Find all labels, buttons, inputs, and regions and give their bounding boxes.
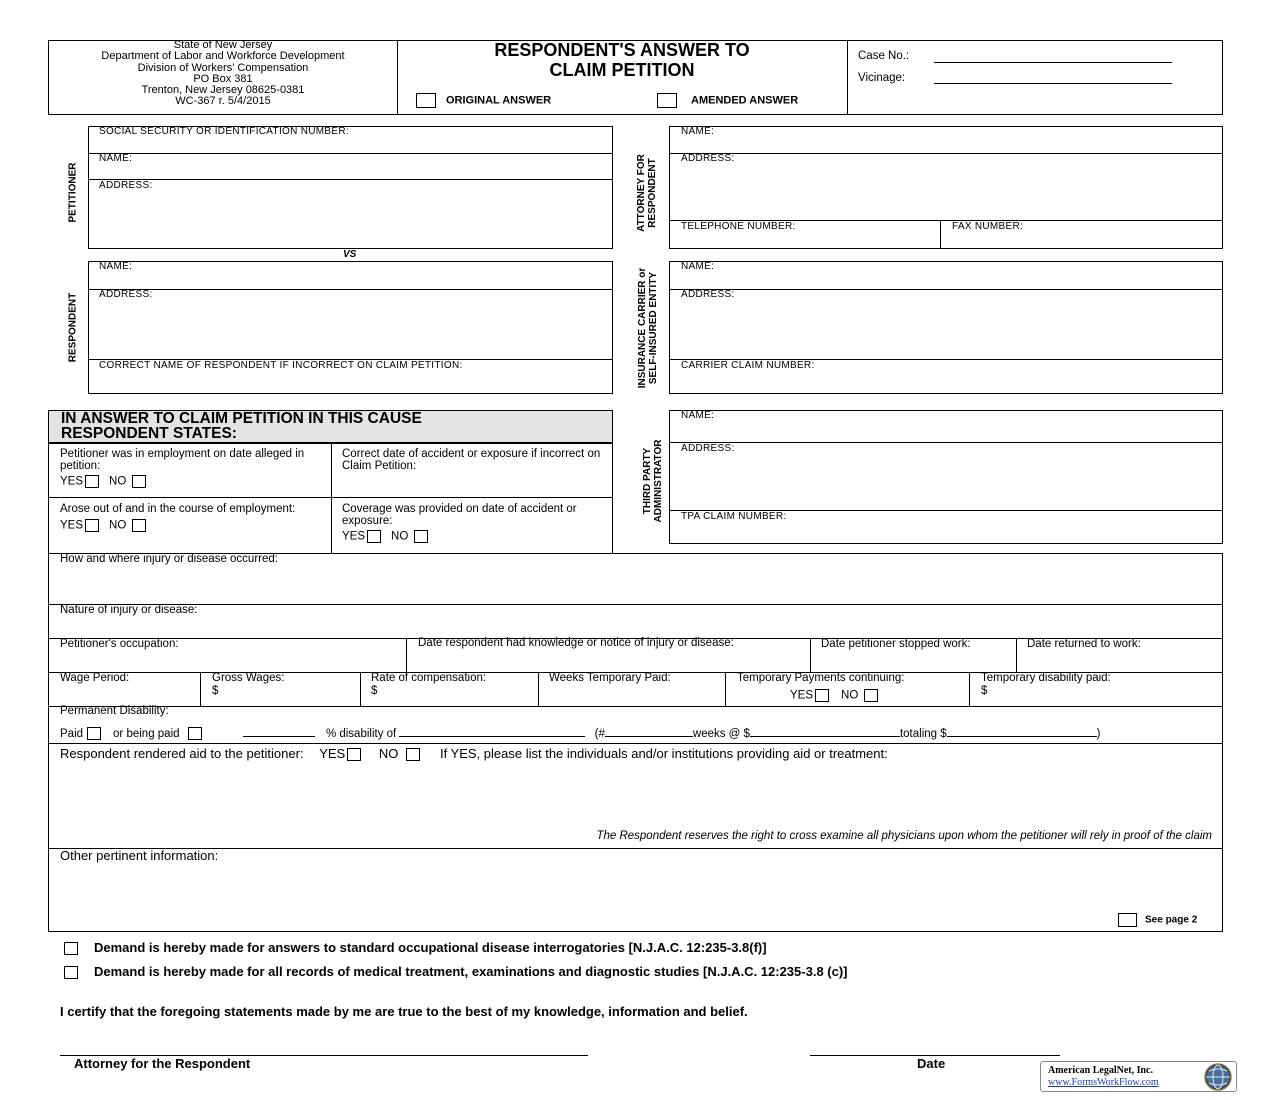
yes-label: YES: [342, 530, 366, 543]
attorney-signature-label: Attorney for the Respondent: [74, 1056, 251, 1071]
footer-company: American LegalNet, Inc.: [1048, 1065, 1153, 1076]
close-paren: ): [1096, 728, 1101, 740]
footer-url[interactable]: www.FormsWorkFlow.com: [1048, 1077, 1159, 1088]
q4-no-checkbox[interactable]: [414, 530, 428, 543]
weekly-rate-field[interactable]: [750, 726, 900, 737]
agency-line: Department of Labor and Workforce Development: [101, 50, 345, 63]
petitioner-ssn-field[interactable]: SOCIAL SECURITY OR IDENTIFICATION NUMBER:: [99, 126, 349, 137]
date-signature-label: Date: [917, 1056, 946, 1071]
weeks-temp-field[interactable]: Weeks Temporary Paid:: [549, 672, 671, 684]
demand-2-checkbox[interactable]: [64, 966, 78, 979]
answer-heading: [48, 410, 613, 443]
form-title: [398, 40, 846, 80]
demand-1-checkbox[interactable]: [64, 942, 78, 955]
aid-no-checkbox[interactable]: [406, 748, 420, 761]
q1-text: Petitioner was in employment on date alleged in petition:: [60, 448, 305, 472]
demand-2[interactable]: [62, 964, 848, 979]
agency-line: State of New Jersey: [173, 39, 273, 51]
no-label: NO: [109, 519, 127, 532]
q3-options: [60, 519, 322, 532]
dollar-sign: $: [981, 685, 988, 697]
temp-continuing-label: Temporary Payments continuing:: [737, 672, 905, 684]
reserve-note: The Respondent reserves the right to cross examine all physicians upon whom the petitioner will rely in proof of the claim: [596, 830, 1212, 842]
see-page-label: See page 2: [1145, 914, 1198, 926]
respondent-correct-name-field[interactable]: CORRECT NAME OF RESPONDENT IF INCORRECT ON CLAIM PETITION:: [99, 360, 463, 371]
tpa-address-field[interactable]: ADDRESS:: [681, 443, 735, 454]
see-page-checkbox[interactable]: [1118, 913, 1137, 927]
carrier-side-label: [637, 248, 659, 408]
temp-continuing-no-checkbox[interactable]: [864, 689, 878, 702]
no-label: NO: [378, 746, 399, 761]
attorney-fax-field[interactable]: FAX NUMBER:: [952, 221, 1024, 232]
footer-logo[interactable]: [1040, 1061, 1237, 1092]
original-answer-label: ORIGINAL ANSWER: [446, 94, 552, 107]
demand-2-text: Demand is hereby made for all records of medical treatment, examinations and diagnostic studies [N.J.A.C. 12:235-3.8 (c)]: [94, 964, 848, 979]
agency-line: PO Box 381: [193, 72, 253, 85]
agency-line: Trenton, New Jersey 08625-0381: [141, 84, 305, 97]
no-label: NO: [391, 530, 409, 543]
carrier-address-field[interactable]: ADDRESS:: [681, 289, 735, 300]
aid-yes-checkbox[interactable]: [347, 748, 361, 761]
paid-label: Paid: [60, 728, 84, 740]
yes-label: YES: [60, 475, 84, 488]
tpa-name-field[interactable]: NAME:: [681, 410, 715, 421]
hash-open: (#: [594, 728, 605, 740]
q3-no-checkbox[interactable]: [132, 519, 146, 532]
answer-heading-line-1: IN ANSWER TO CLAIM PETITION IN THIS CAUSE: [61, 410, 422, 427]
q2-text[interactable]: Correct date of accident or exposure if incorrect on Claim Petition:: [342, 448, 601, 472]
attorney-address-field[interactable]: ADDRESS:: [681, 153, 735, 164]
q1-yes-checkbox[interactable]: [85, 475, 99, 488]
aid-label: Respondent rendered aid to the petitioner:: [60, 746, 304, 761]
perm-disability-label: Permanent Disability:: [60, 705, 169, 717]
no-label: NO: [841, 689, 859, 702]
q3-text: Arose out of and in the course of employment:: [60, 503, 296, 515]
case-no-row: [858, 50, 909, 62]
original-answer-checkbox[interactable]: [416, 93, 436, 108]
gross-wages-field[interactable]: [212, 672, 284, 698]
amended-answer-checkbox[interactable]: [657, 93, 677, 108]
knowledge-date-field[interactable]: Date respondent had knowledge or notice of injury or disease:: [418, 637, 734, 649]
temp-disability-label: Temporary disability paid:: [981, 672, 1111, 684]
tpa-side-label: [642, 426, 664, 536]
totaling-label: totaling $: [899, 728, 947, 740]
weeks-count-field[interactable]: [605, 726, 693, 737]
demand-1[interactable]: [62, 940, 767, 955]
respondent-side-label: RESPONDENT: [67, 292, 79, 363]
demand-1-text: Demand is hereby made for answers to standard occupational disease interrogatories [N.J.A.C. 12:235-3.8(f)]: [94, 940, 767, 955]
being-paid-checkbox[interactable]: [188, 727, 202, 740]
temp-disability-field[interactable]: [981, 672, 1111, 698]
yes-label: YES: [60, 519, 84, 532]
paid-checkbox[interactable]: [87, 727, 101, 740]
petitioner-address-field[interactable]: ADDRESS:: [99, 180, 153, 191]
temp-continuing-field: [737, 672, 904, 703]
dollar-sign: $: [371, 685, 378, 697]
rate-comp-label: Rate of compensation:: [371, 672, 487, 684]
q3-yes-checkbox[interactable]: [85, 519, 99, 532]
nature-field[interactable]: Nature of injury or disease:: [60, 604, 198, 616]
form-number: WC-367 r. 5/4/2015: [175, 95, 271, 108]
total-field[interactable]: [947, 726, 1097, 737]
carrier-name-field[interactable]: NAME:: [681, 261, 715, 272]
q3-cell: [60, 504, 322, 532]
pct-field[interactable]: [243, 726, 315, 737]
respondent-box: [88, 261, 613, 394]
pct-disability-label: % disability of: [325, 728, 397, 740]
certify-statement: I certify that the foregoing statements made by me are true to the best of my knowledge, information and belief.: [60, 1004, 748, 1019]
yes-label: YES: [319, 746, 346, 761]
aid-row: [60, 746, 888, 761]
attorney-side-label-2: RESPONDENT: [647, 158, 658, 228]
amended-answer-label: AMENDED ANSWER: [691, 94, 799, 107]
weeks-at-label: weeks @ $: [692, 728, 750, 740]
tpa-side-label-1: THIRD PARTY: [642, 447, 653, 515]
temp-continuing-yes-checkbox[interactable]: [815, 689, 829, 702]
carrier-side-label-1: INSURANCE CARRIER or: [637, 267, 648, 389]
carrier-box: [669, 261, 1223, 394]
petitioner-box: [88, 126, 613, 249]
dollar-sign: $: [212, 685, 219, 697]
amended-answer-option[interactable]: [657, 93, 798, 108]
attorney-side-label: [636, 138, 658, 248]
q1-cell: [60, 449, 322, 488]
attorney-side-label-1: ATTORNEY FOR: [636, 154, 647, 232]
gross-wages-label: Gross Wages:: [212, 672, 285, 684]
disability-of-field[interactable]: [399, 726, 585, 737]
temp-continuing-options: [737, 689, 904, 703]
occupation-field[interactable]: Petitioner's occupation:: [60, 638, 179, 650]
q1-options: [60, 475, 322, 488]
q4-yes-checkbox[interactable]: [367, 530, 381, 543]
vicinage-row: [858, 72, 905, 84]
agency-line: Division of Workers' Compensation: [137, 61, 309, 74]
attorney-name-field[interactable]: NAME:: [681, 126, 715, 137]
tpa-side-label-2: ADMINISTRATOR: [653, 439, 664, 523]
attorney-phone-field[interactable]: TELEPHONE NUMBER:: [681, 221, 796, 232]
case-no-field[interactable]: [934, 62, 1172, 63]
no-label: NO: [109, 475, 127, 488]
wage-period-field[interactable]: Wage Period:: [60, 672, 130, 684]
vs-label: VS: [343, 249, 357, 260]
title-line-1: RESPONDENT'S ANSWER TO: [494, 40, 750, 60]
other-info-field[interactable]: Other pertinent information:: [60, 848, 219, 863]
returned-work-field[interactable]: Date returned to work:: [1027, 638, 1141, 650]
perm-disability-row: [60, 726, 1210, 740]
aid-list-label: If YES, please list the individuals and/or institutions providing aid or treatment:: [439, 746, 888, 761]
petitioner-name-field[interactable]: NAME:: [99, 153, 133, 164]
vicinage-field[interactable]: [934, 83, 1172, 84]
how-where-field[interactable]: How and where injury or disease occurred:: [60, 553, 278, 565]
globe-icon: [1201, 1063, 1235, 1091]
title-line-2: CLAIM PETITION: [549, 60, 695, 80]
q4-text: Coverage was provided on date of accident or exposure:: [342, 503, 577, 527]
respondent-name-field[interactable]: NAME:: [99, 261, 133, 272]
q4-cell: [342, 504, 604, 543]
carrier-claim-field[interactable]: CARRIER CLAIM NUMBER:: [681, 360, 815, 371]
see-page-option[interactable]: [1118, 913, 1197, 927]
vicinage-label: Vicinage:: [858, 72, 906, 84]
original-answer-option[interactable]: [416, 93, 551, 108]
case-no-label: Case No.:: [858, 50, 910, 62]
answer-heading-line-2: RESPONDENT STATES:: [61, 425, 237, 442]
tpa-box: [669, 410, 1223, 544]
petitioner-side-label: PETITIONER: [67, 162, 79, 223]
q1-no-checkbox[interactable]: [132, 475, 146, 488]
tpa-claim-field[interactable]: TPA CLAIM NUMBER:: [681, 511, 787, 522]
being-paid-label: or being paid: [113, 728, 180, 740]
rate-comp-field[interactable]: [371, 672, 486, 698]
yes-label: YES: [790, 689, 814, 702]
carrier-side-label-2: SELF-INSURED ENTITY: [648, 271, 659, 385]
stopped-work-field[interactable]: Date petitioner stopped work:: [821, 638, 971, 650]
agency-block: [50, 40, 396, 108]
q4-options: [342, 530, 604, 543]
respondent-address-field[interactable]: ADDRESS:: [99, 289, 153, 300]
